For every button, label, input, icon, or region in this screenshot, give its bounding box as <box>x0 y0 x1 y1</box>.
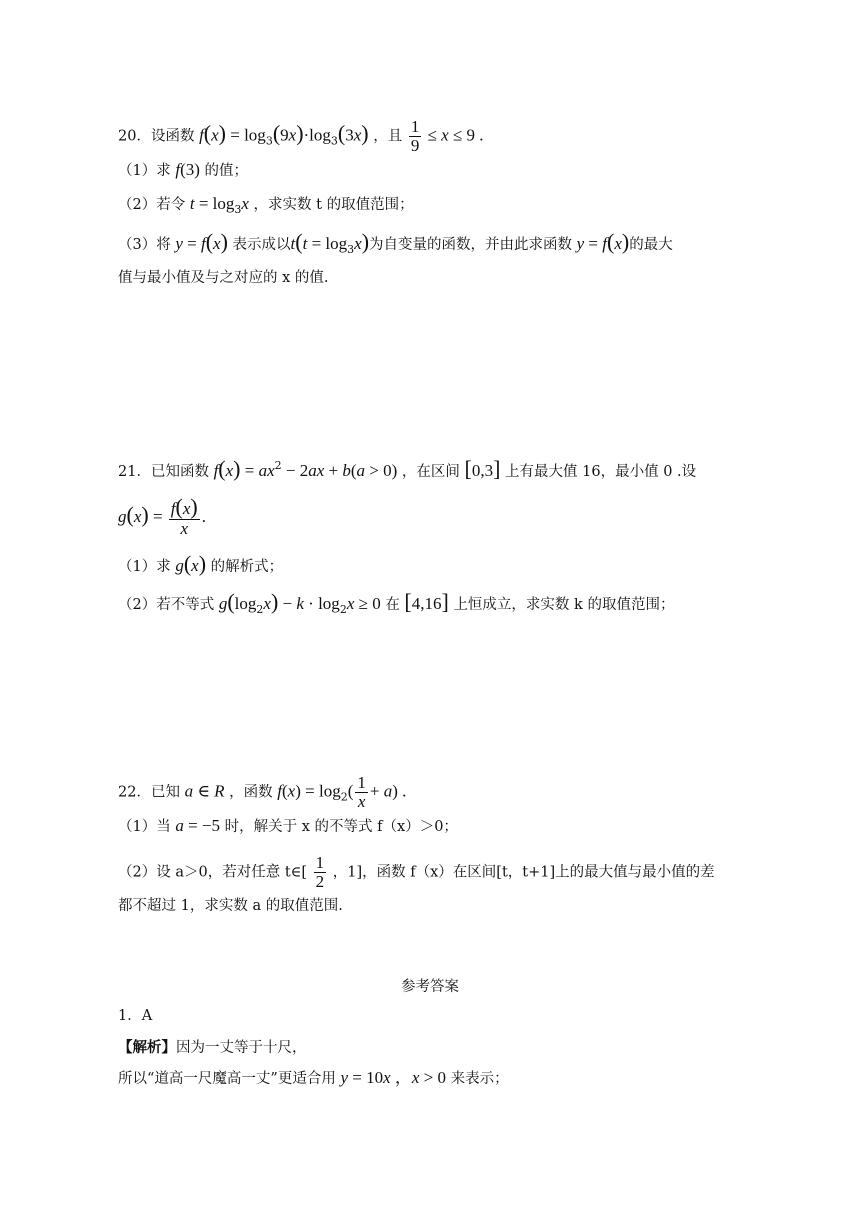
q20-part3-line2: 值与最小值及与之对应的 x 的值. <box>118 270 329 286</box>
q22-fraction: $\frac{1}{x}$ <box>357 773 366 811</box>
analysis-label: 【解析】 <box>118 1039 176 1056</box>
answer-item-1: 1．A <box>118 1008 153 1024</box>
q20-part2: （2）若令 $t = \log_3x$ ，求实数 t 的取值范围； <box>118 194 414 216</box>
q20-function-formula: f <box>199 125 204 145</box>
q20-domain-fraction: $\frac{1}{9}$ <box>410 117 420 155</box>
q22-half-fraction: $\frac{1}{2}$ <box>315 853 325 891</box>
q21-part2: （2）若不等式 $g(\log_2x) - k \cdot \log_2x \ge 0$ 在 [4,16] 上恒成立，求实数 k 的取值范围； <box>118 589 675 616</box>
q21-g-fraction: $\frac{f(x)}{x}$ <box>170 494 198 538</box>
q22-part1: （1）当 a = −5 时，解关于 x 的不等式 f（x）＞0； <box>118 816 458 835</box>
q20-part1: （1）求 f(3) 的值； <box>118 160 249 179</box>
q21-part1: （1）求 g(x) 的解析式； <box>118 551 284 576</box>
analysis-line-2: 所以“道高一尺魔高一丈”更适合用 y = 10x ，x > 0 来表示； <box>118 1068 509 1087</box>
q21-g-definition: g(x) = $\frac{f(x)}{x}$ . <box>118 494 206 538</box>
analysis-line: 【解析】因为一丈等于十尺， <box>118 1039 307 1056</box>
q22-part2: （2）设 a＞0，若对任意 t∈[ $\frac{1}{2}$ ，1]，函数 f（x）在区间[t，t+1]上的最大值与最小值的差 <box>118 853 715 891</box>
q22-intro: 22．已知 a ∈ R ，函数 $f(x) = \log_2$( $\frac{1}{x}$ + a) . <box>118 773 407 811</box>
q21-intro: 21．已知函数 $f(x) = ax^2 - 2ax + b(a > 0)$ ，在区间 [0,3] 上有最大值 16，最小值 0 .设 <box>118 456 697 481</box>
q20-intro: 20．设函数 $f(x) = \log_3(9x)\cdot\log_3(3x)$ ，且 $\frac{1}{9}$ ≤ x ≤ 9 . <box>118 117 484 155</box>
answers-heading: 参考答案 <box>401 979 459 995</box>
q22-part2-line2: 都不超过 1，求实数 a 的取值范围. <box>118 898 343 914</box>
q20-part3: （3）将 y = f(x) 表示成以$t(t = \log_3x)$为自变量的函数，并由此求函数 y = f(x)的最大 <box>118 229 673 256</box>
